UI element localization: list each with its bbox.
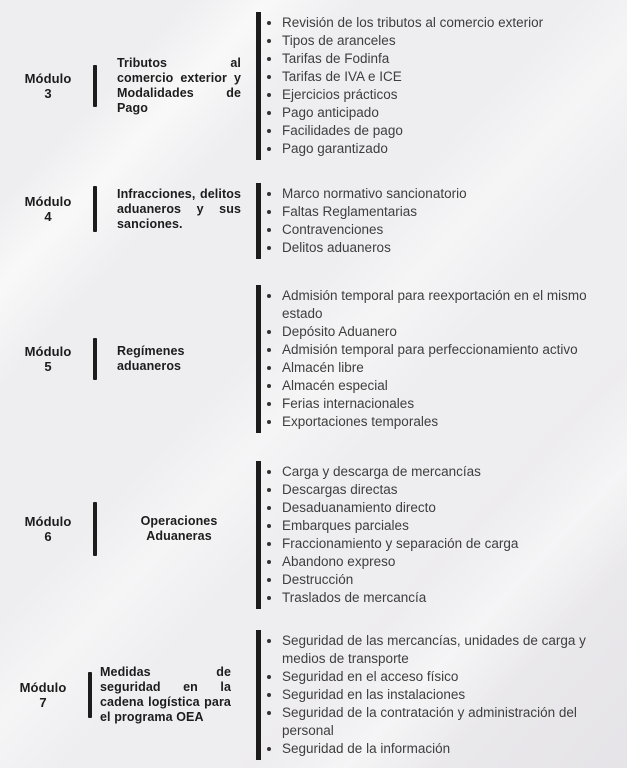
bullet-dot-icon [267,147,271,151]
topic-text: Tarifas de Fodinfa [282,51,390,66]
topic-text: Seguridad de la contratación y administración del personal [282,705,577,738]
module-divider-bar [93,65,97,107]
module-label [15,680,71,711]
bullet-dot-icon [267,192,271,196]
bullet-dot-icon [267,639,271,643]
bullet-dot-icon [267,348,271,352]
module-header [0,502,241,556]
bullet-dot-icon [267,366,271,370]
module-label-number: 6 [44,529,52,544]
module-divider-bar [88,672,92,718]
topic-item [261,668,620,686]
topic-text: Abandono expreso [282,554,396,569]
module-divider-bar [93,502,97,556]
bullet-dot-icon [267,111,271,115]
bullet-dot-icon [267,596,271,600]
topic-text: Facilidades de pago [282,123,403,138]
topic-text: Almacén libre [282,360,364,375]
module-header [0,186,241,232]
topic-text: Seguridad en el acceso físico [282,669,459,684]
bullet-dot-icon [267,524,271,528]
topic-text: Revisión de los tributos al comercio exterior [282,15,544,30]
module-divider-bar [93,186,97,232]
topic-text: Fraccionamiento y separación de carga [282,536,519,551]
topic-text: Almacén especial [282,378,388,393]
topic-item [261,704,620,740]
topic-item [261,589,620,607]
topic-item [261,463,620,481]
topic-item [261,395,620,413]
topic-text: Pago garantizado [282,141,388,156]
bullet-dot-icon [267,210,271,214]
module-header [0,665,231,725]
module-label-number: 3 [44,86,52,101]
module-header [0,56,241,116]
bullet-dot-icon [267,57,271,61]
module-label [20,514,76,545]
bullet-dot-icon [267,542,271,546]
bullet-dot-icon [267,402,271,406]
bullet-dot-icon [267,294,271,298]
topic-item [261,239,620,257]
topic-text: Seguridad en las instalaciones [282,687,466,702]
topic-item [261,50,620,68]
bullet-dot-icon [267,330,271,334]
topic-list [256,630,620,760]
topic-item [261,122,620,140]
bullet-dot-icon [267,693,271,697]
module-row [0,12,627,160]
topic-item [261,287,620,323]
module-title: Regímenes aduaneros [117,344,185,373]
topic-item [261,68,620,86]
module-label-number: 5 [44,359,52,374]
topic-item [261,221,620,239]
topic-item [261,517,620,535]
topic-item [261,632,620,668]
bullet-dot-icon [267,747,271,751]
module-label-number: 4 [44,209,52,224]
topic-item [261,571,620,589]
module-label-word: Módulo [19,679,67,695]
module-label [20,344,76,375]
topic-text: Ferias internacionales [282,396,415,411]
topic-text: Pago anticipado [282,105,379,120]
topic-item [261,323,620,341]
module-label-word: Módulo [24,70,72,86]
topic-item [261,14,620,32]
topic-text: Ejercicios prácticos [282,87,398,102]
bullet-dot-icon [267,384,271,388]
topic-text: Embarques parciales [282,518,409,533]
bullet-dot-icon [267,21,271,25]
bullet-dot-icon [267,93,271,97]
topic-item [261,140,620,158]
topic-text: Tipos de aranceles [282,33,396,48]
bullet-dot-icon [267,560,271,564]
module-label [20,194,76,225]
module-title: Medidas de seguridad en la cadena logística para el programa OEA [100,665,231,724]
topic-item [261,185,620,203]
topic-text: Seguridad de las mercancías, unidades de carga y medios de transporte [282,633,586,666]
module-row [0,630,627,760]
topic-text: Depósito Aduanero [282,324,397,339]
topic-item [261,377,620,395]
bullet-dot-icon [267,488,271,492]
topic-text: Marco normativo sancionatorio [282,186,467,201]
topic-list [256,461,620,609]
bullet-dot-icon [267,75,271,79]
bullet-dot-icon [267,228,271,232]
topic-item [261,413,620,431]
module-title: Operaciones Aduaneras [140,514,218,543]
bullet-dot-icon [267,506,271,510]
module-title: Tributos al comercio exterior y Modalidades de Pago [117,56,241,115]
topic-item [261,341,620,359]
module-row [0,461,627,609]
bullet-dot-icon [267,711,271,715]
module-row [0,183,627,259]
topic-list [256,183,620,259]
bullet-dot-icon [267,39,271,43]
topic-text: Traslados de mercancía [282,590,427,605]
topic-text: Admisión temporal para reexportación en el mismo estado [282,288,587,321]
topic-text: Carga y descarga de mercancías [282,464,481,479]
topic-item [261,32,620,50]
topic-text: Destrucción [282,572,354,587]
topic-text: Descargas directas [282,482,398,497]
bullet-dot-icon [267,420,271,424]
module-label-word: Módulo [24,193,72,209]
module-title: Infracciones, delitos aduaneros y sus sanciones. [117,186,241,231]
bullet-dot-icon [267,470,271,474]
module-header [0,338,241,380]
bullet-dot-icon [267,129,271,133]
topic-text: Desaduanamiento directo [282,500,436,515]
topic-item [261,86,620,104]
module-row [0,285,627,433]
bullet-dot-icon [267,578,271,582]
bullet-dot-icon [267,246,271,250]
topic-item [261,104,620,122]
topic-item [261,499,620,517]
module-label-number: 7 [39,695,47,710]
topic-text: Contravenciones [282,222,384,237]
module-divider-bar [93,338,97,380]
topic-list [256,285,620,433]
module-label [20,71,76,102]
bullet-dot-icon [267,675,271,679]
topic-item [261,686,620,704]
topic-text: Exportaciones temporales [282,414,439,429]
module-label-word: Módulo [24,513,72,529]
topic-item [261,740,620,758]
topic-list [256,12,620,160]
topic-text: Faltas Reglamentarias [282,204,418,219]
topic-text: Tarifas de IVA e ICE [282,69,402,84]
topic-item [261,553,620,571]
topic-item [261,535,620,553]
topic-text: Admisión temporal para perfeccionamiento activo [282,342,578,357]
topic-text: Delitos aduaneros [282,240,391,255]
module-label-word: Módulo [24,343,72,359]
topic-text: Seguridad de la información [282,741,451,756]
topic-item [261,481,620,499]
topic-item [261,359,620,377]
topic-item [261,203,620,221]
